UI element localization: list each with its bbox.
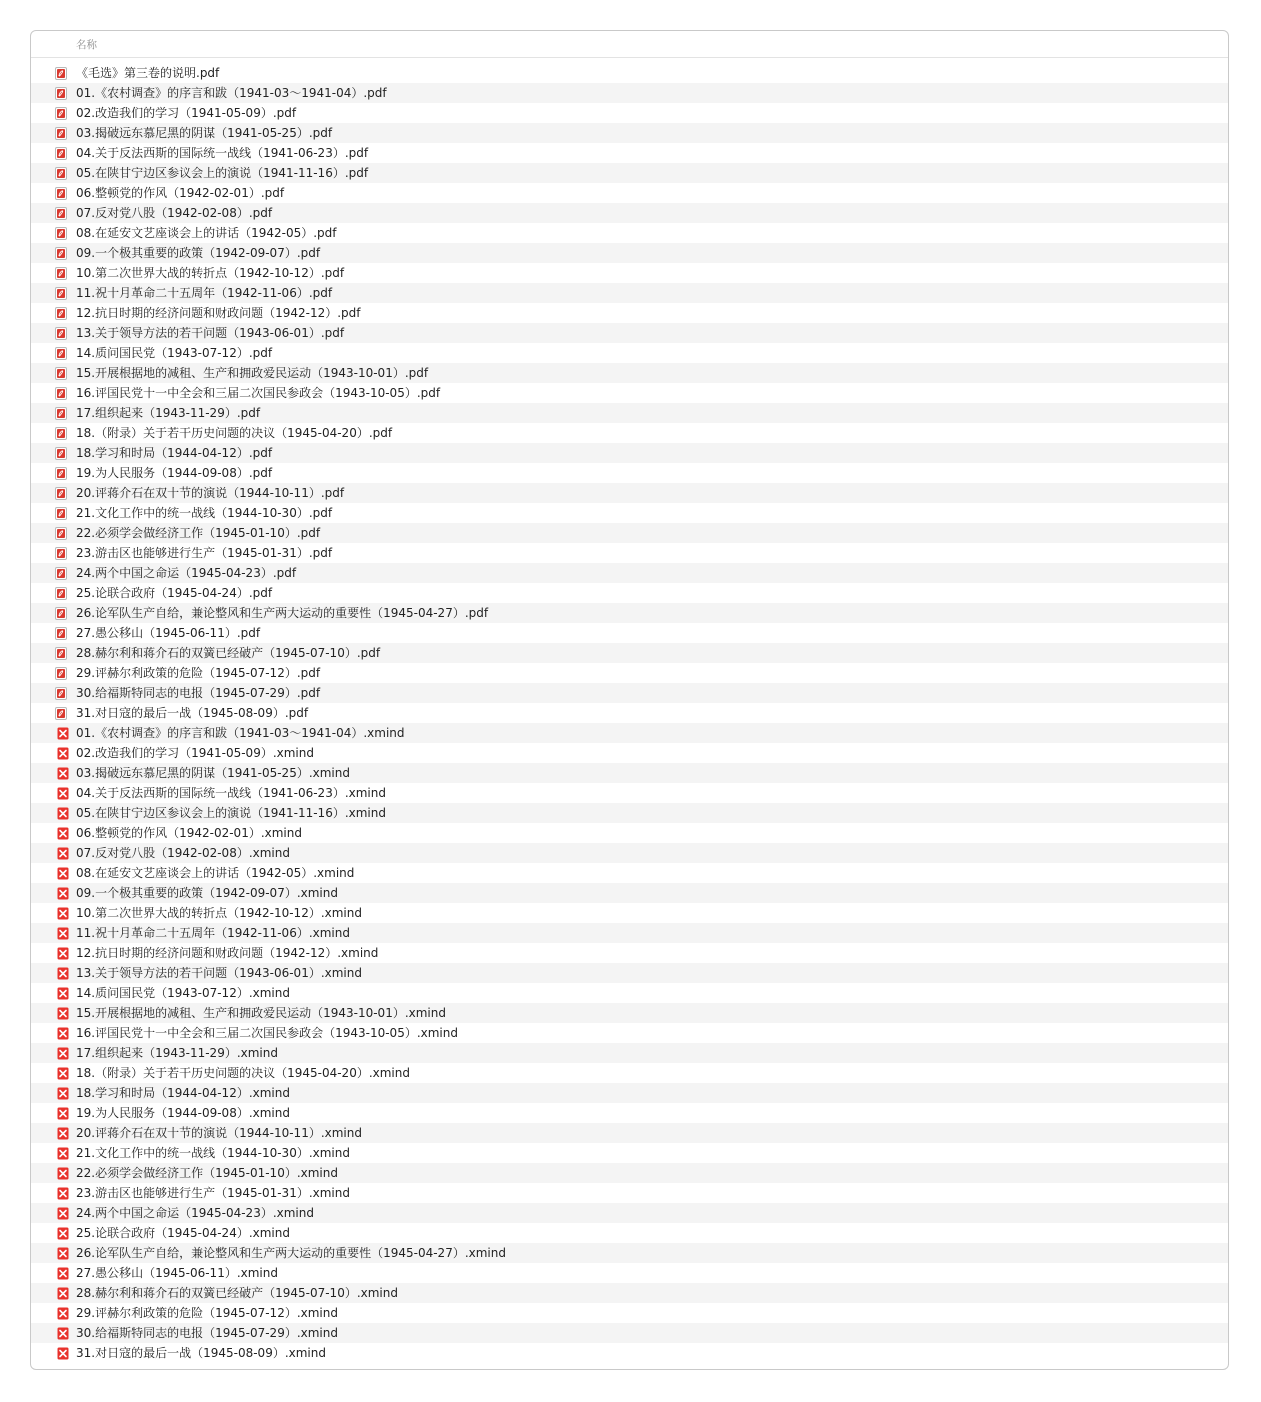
file-row[interactable]	[31, 803, 1228, 823]
file-list	[31, 63, 1228, 1363]
pdf-file-icon	[55, 507, 67, 520]
xmind-file-icon	[57, 1027, 69, 1040]
file-row[interactable]	[31, 163, 1228, 183]
file-row[interactable]	[31, 623, 1228, 643]
xmind-file-icon	[57, 1307, 69, 1320]
file-row[interactable]	[31, 1103, 1228, 1123]
file-row[interactable]	[31, 923, 1228, 943]
file-row[interactable]	[31, 443, 1228, 463]
file-name: 18.（附录）关于若干历史问题的决议（1945-04-20）.xmind	[76, 1066, 410, 1080]
file-row[interactable]	[31, 343, 1228, 363]
pdf-file-icon	[55, 367, 67, 380]
xmind-file-icon	[57, 1067, 69, 1080]
file-name: 24.两个中国之命运（1945-04-23）.pdf	[76, 566, 297, 580]
file-name: 27.愚公移山（1945-06-11）.pdf	[76, 626, 261, 640]
file-row[interactable]	[31, 103, 1228, 123]
pdf-file-icon	[55, 687, 67, 700]
pdf-file-icon	[55, 87, 67, 100]
file-row[interactable]	[31, 823, 1228, 843]
xmind-file-icon	[57, 787, 69, 800]
xmind-file-icon	[57, 987, 69, 1000]
xmind-file-icon	[57, 827, 69, 840]
xmind-file-icon	[57, 907, 69, 920]
file-name: 07.反对党八股（1942-02-08）.pdf	[76, 206, 273, 220]
xmind-file-icon	[57, 1167, 69, 1180]
file-row[interactable]	[31, 1243, 1228, 1263]
pdf-file-icon	[55, 107, 67, 120]
file-name: 30.给福斯特同志的电报（1945-07-29）.xmind	[76, 1326, 338, 1340]
file-name: 16.评国民党十一中全会和三届二次国民参政会（1943-10-05）.pdf	[76, 386, 441, 400]
pdf-file-icon	[55, 667, 67, 680]
pdf-file-icon	[55, 587, 67, 600]
file-row[interactable]	[31, 203, 1228, 223]
file-name: 23.游击区也能够进行生产（1945-01-31）.pdf	[76, 546, 333, 560]
file-name: 15.开展根据地的减租、生产和拥政爱民运动（1943-10-01）.pdf	[76, 366, 429, 380]
file-name: 03.揭破远东慕尼黑的阴谋（1941-05-25）.pdf	[76, 126, 333, 140]
file-row[interactable]	[31, 943, 1228, 963]
file-name: 26.论军队生产自给，兼论整风和生产两大运动的重要性（1945-04-27）.pdf	[76, 606, 489, 620]
xmind-file-icon	[57, 727, 69, 740]
file-name: 21.文化工作中的统一战线（1944-10-30）.xmind	[76, 1146, 350, 1160]
file-row[interactable]	[31, 1163, 1228, 1183]
xmind-file-icon	[57, 1347, 69, 1360]
pdf-file-icon	[55, 447, 67, 460]
xmind-file-icon	[57, 1267, 69, 1280]
file-row[interactable]	[31, 683, 1228, 703]
file-row[interactable]	[31, 523, 1228, 543]
file-row[interactable]	[31, 383, 1228, 403]
file-name: 18.（附录）关于若干历史问题的决议（1945-04-20）.pdf	[76, 426, 393, 440]
file-row[interactable]	[31, 883, 1228, 903]
xmind-file-icon	[57, 767, 69, 780]
file-name: 31.对日寇的最后一战（1945-08-09）.pdf	[76, 706, 309, 720]
file-name: 16.评国民党十一中全会和三届二次国民参政会（1943-10-05）.xmind	[76, 1026, 458, 1040]
pdf-file-icon	[55, 467, 67, 480]
file-row[interactable]	[31, 123, 1228, 143]
file-row[interactable]	[31, 583, 1228, 603]
file-row[interactable]	[31, 483, 1228, 503]
file-row[interactable]	[31, 1123, 1228, 1143]
file-name: 28.赫尔利和蒋介石的双簧已经破产（1945-07-10）.xmind	[76, 1286, 398, 1300]
file-name: 13.关于领导方法的若干问题（1943-06-01）.xmind	[76, 966, 362, 980]
file-row[interactable]	[31, 303, 1228, 323]
file-name: 22.必须学会做经济工作（1945-01-10）.xmind	[76, 1166, 338, 1180]
pdf-file-icon	[55, 127, 67, 140]
file-name: 04.关于反法西斯的国际统一战线（1941-06-23）.xmind	[76, 786, 386, 800]
xmind-file-icon	[57, 1187, 69, 1200]
file-name: 08.在延安文艺座谈会上的讲话（1942-05）.xmind	[76, 866, 355, 880]
xmind-file-icon	[57, 1107, 69, 1120]
file-name: 01.《农村调查》的序言和跋（1941-03～1941-04）.xmind	[76, 726, 405, 740]
xmind-file-icon	[57, 1147, 69, 1160]
file-row[interactable]	[31, 423, 1228, 443]
file-name: 18.学习和时局（1944-04-12）.xmind	[76, 1086, 290, 1100]
file-row[interactable]	[31, 1323, 1228, 1343]
file-row[interactable]	[31, 983, 1228, 1003]
file-row[interactable]	[31, 963, 1228, 983]
file-name: 12.抗日时期的经济问题和财政问题（1942-12）.xmind	[76, 946, 379, 960]
file-name: 24.两个中国之命运（1945-04-23）.xmind	[76, 1206, 314, 1220]
file-name: 10.第二次世界大战的转折点（1942-10-12）.pdf	[76, 266, 345, 280]
pdf-file-icon	[55, 547, 67, 560]
file-name: 15.开展根据地的减租、生产和拥政爱民运动（1943-10-01）.xmind	[76, 1006, 446, 1020]
file-row[interactable]	[31, 543, 1228, 563]
pdf-file-icon	[55, 567, 67, 580]
file-name: 28.赫尔利和蒋介石的双簧已经破产（1945-07-10）.pdf	[76, 646, 381, 660]
file-name: 01.《农村调查》的序言和跋（1941-03～1941-04）.pdf	[76, 86, 387, 100]
xmind-file-icon	[57, 1247, 69, 1260]
file-row[interactable]	[31, 1203, 1228, 1223]
file-row[interactable]	[31, 83, 1228, 103]
pdf-file-icon	[55, 527, 67, 540]
file-row[interactable]	[31, 1263, 1228, 1283]
file-row[interactable]	[31, 763, 1228, 783]
pdf-file-icon	[55, 487, 67, 500]
file-name: 19.为人民服务（1944-09-08）.pdf	[76, 466, 273, 480]
file-row[interactable]	[31, 1003, 1228, 1023]
file-row[interactable]	[31, 1343, 1228, 1363]
file-row[interactable]	[31, 563, 1228, 583]
file-name: 25.论联合政府（1945-04-24）.pdf	[76, 586, 273, 600]
file-row[interactable]	[31, 403, 1228, 423]
file-name: 04.关于反法西斯的国际统一战线（1941-06-23）.pdf	[76, 146, 369, 160]
xmind-file-icon	[57, 947, 69, 960]
xmind-file-icon	[57, 1047, 69, 1060]
file-name: 29.评赫尔利政策的危险（1945-07-12）.pdf	[76, 666, 321, 680]
pdf-file-icon	[55, 327, 67, 340]
file-row[interactable]	[31, 503, 1228, 523]
file-name: 27.愚公移山（1945-06-11）.xmind	[76, 1266, 278, 1280]
file-name: 02.改造我们的学习（1941-05-09）.pdf	[76, 106, 297, 120]
file-row[interactable]	[31, 143, 1228, 163]
xmind-file-icon	[57, 1127, 69, 1140]
file-name: 23.游击区也能够进行生产（1945-01-31）.xmind	[76, 1186, 350, 1200]
pdf-file-icon	[55, 187, 67, 200]
file-name: 02.改造我们的学习（1941-05-09）.xmind	[76, 746, 314, 760]
xmind-file-icon	[57, 1227, 69, 1240]
file-row[interactable]	[31, 743, 1228, 763]
file-row[interactable]	[31, 903, 1228, 923]
file-row[interactable]	[31, 463, 1228, 483]
xmind-file-icon	[57, 927, 69, 940]
pdf-file-icon	[55, 627, 67, 640]
xmind-file-icon	[57, 1087, 69, 1100]
file-name: 30.给福斯特同志的电报（1945-07-29）.pdf	[76, 686, 321, 700]
pdf-file-icon	[55, 207, 67, 220]
file-name: 17.组织起来（1943-11-29）.pdf	[76, 406, 261, 420]
file-name: 14.质问国民党（1943-07-12）.pdf	[76, 346, 273, 360]
file-row[interactable]	[31, 1303, 1228, 1323]
file-name: 29.评赫尔利政策的危险（1945-07-12）.xmind	[76, 1306, 338, 1320]
file-row[interactable]	[31, 283, 1228, 303]
file-row[interactable]	[31, 1043, 1228, 1063]
file-name: 20.评蒋介石在双十节的演说（1944-10-11）.xmind	[76, 1126, 362, 1140]
file-row[interactable]	[31, 263, 1228, 283]
xmind-file-icon	[57, 1207, 69, 1220]
file-name: 11.祝十月革命二十五周年（1942-11-06）.xmind	[76, 926, 350, 940]
file-name: 05.在陕甘宁边区参议会上的演说（1941-11-16）.xmind	[76, 806, 386, 820]
file-name: 22.必须学会做经济工作（1945-01-10）.pdf	[76, 526, 321, 540]
pdf-file-icon	[55, 347, 67, 360]
file-name: 31.对日寇的最后一战（1945-08-09）.xmind	[76, 1346, 326, 1360]
xmind-file-icon	[57, 747, 69, 760]
file-row[interactable]	[31, 703, 1228, 723]
xmind-file-icon	[57, 1287, 69, 1300]
pdf-file-icon	[55, 267, 67, 280]
file-name: 12.抗日时期的经济问题和财政问题（1942-12）.pdf	[76, 306, 361, 320]
file-row[interactable]	[31, 1083, 1228, 1103]
pdf-file-icon	[55, 147, 67, 160]
file-row[interactable]	[31, 1063, 1228, 1083]
column-header	[31, 31, 1228, 58]
file-name: 《毛选》第三卷的说明.pdf	[76, 66, 220, 80]
file-row[interactable]	[31, 1283, 1228, 1303]
file-name: 05.在陕甘宁边区参议会上的演说（1941-11-16）.pdf	[76, 166, 369, 180]
xmind-file-icon	[57, 847, 69, 860]
file-name: 03.揭破远东慕尼黑的阴谋（1941-05-25）.xmind	[76, 766, 350, 780]
file-row[interactable]	[31, 63, 1228, 83]
file-name: 21.文化工作中的统一战线（1944-10-30）.pdf	[76, 506, 333, 520]
pdf-file-icon	[55, 227, 67, 240]
pdf-file-icon	[55, 707, 67, 720]
file-name: 10.第二次世界大战的转折点（1942-10-12）.xmind	[76, 906, 362, 920]
file-name: 19.为人民服务（1944-09-08）.xmind	[76, 1106, 290, 1120]
pdf-file-icon	[55, 167, 67, 180]
pdf-file-icon	[55, 647, 67, 660]
file-name: 07.反对党八股（1942-02-08）.xmind	[76, 846, 290, 860]
file-name: 18.学习和时局（1944-04-12）.pdf	[76, 446, 273, 460]
file-name: 06.整顿党的作风（1942-02-01）.xmind	[76, 826, 302, 840]
xmind-file-icon	[57, 867, 69, 880]
xmind-file-icon	[57, 1327, 69, 1340]
file-name: 14.质问国民党（1943-07-12）.xmind	[76, 986, 290, 1000]
file-name: 11.祝十月革命二十五周年（1942-11-06）.pdf	[76, 286, 333, 300]
file-name: 25.论联合政府（1945-04-24）.xmind	[76, 1226, 290, 1240]
pdf-file-icon	[55, 67, 67, 80]
pdf-file-icon	[55, 287, 67, 300]
file-row[interactable]	[31, 243, 1228, 263]
file-row[interactable]	[31, 223, 1228, 243]
pdf-file-icon	[55, 407, 67, 420]
pdf-file-icon	[55, 247, 67, 260]
pdf-file-icon	[55, 607, 67, 620]
name-column-header[interactable]: 名称	[76, 38, 97, 51]
xmind-file-icon	[57, 887, 69, 900]
file-name: 20.评蒋介石在双十节的演说（1944-10-11）.pdf	[76, 486, 345, 500]
pdf-file-icon	[55, 307, 67, 320]
file-name: 26.论军队生产自给，兼论整风和生产两大运动的重要性（1945-04-27）.xmind	[76, 1246, 506, 1260]
file-row[interactable]	[31, 183, 1228, 203]
file-name: 17.组织起来（1943-11-29）.xmind	[76, 1046, 278, 1060]
file-row[interactable]	[31, 363, 1228, 383]
file-name: 08.在延安文艺座谈会上的讲话（1942-05）.pdf	[76, 226, 337, 240]
file-row[interactable]	[31, 783, 1228, 803]
file-row[interactable]	[31, 1023, 1228, 1043]
file-row[interactable]	[31, 1143, 1228, 1163]
pdf-file-icon	[55, 387, 67, 400]
file-name: 06.整顿党的作风（1942-02-01）.pdf	[76, 186, 285, 200]
file-name: 09.一个极其重要的政策（1942-09-07）.xmind	[76, 886, 338, 900]
file-row[interactable]	[31, 663, 1228, 683]
file-row[interactable]	[31, 603, 1228, 623]
file-row[interactable]	[31, 323, 1228, 343]
xmind-file-icon	[57, 807, 69, 820]
xmind-file-icon	[57, 1007, 69, 1020]
file-name: 13.关于领导方法的若干问题（1943-06-01）.pdf	[76, 326, 345, 340]
file-row[interactable]	[31, 1183, 1228, 1203]
file-row[interactable]	[31, 1223, 1228, 1243]
file-row[interactable]	[31, 863, 1228, 883]
file-name: 09.一个极其重要的政策（1942-09-07）.pdf	[76, 246, 321, 260]
file-row[interactable]	[31, 843, 1228, 863]
pdf-file-icon	[55, 427, 67, 440]
file-row[interactable]	[31, 723, 1228, 743]
xmind-file-icon	[57, 967, 69, 980]
finder-list-window	[30, 30, 1229, 1370]
file-row[interactable]	[31, 643, 1228, 663]
